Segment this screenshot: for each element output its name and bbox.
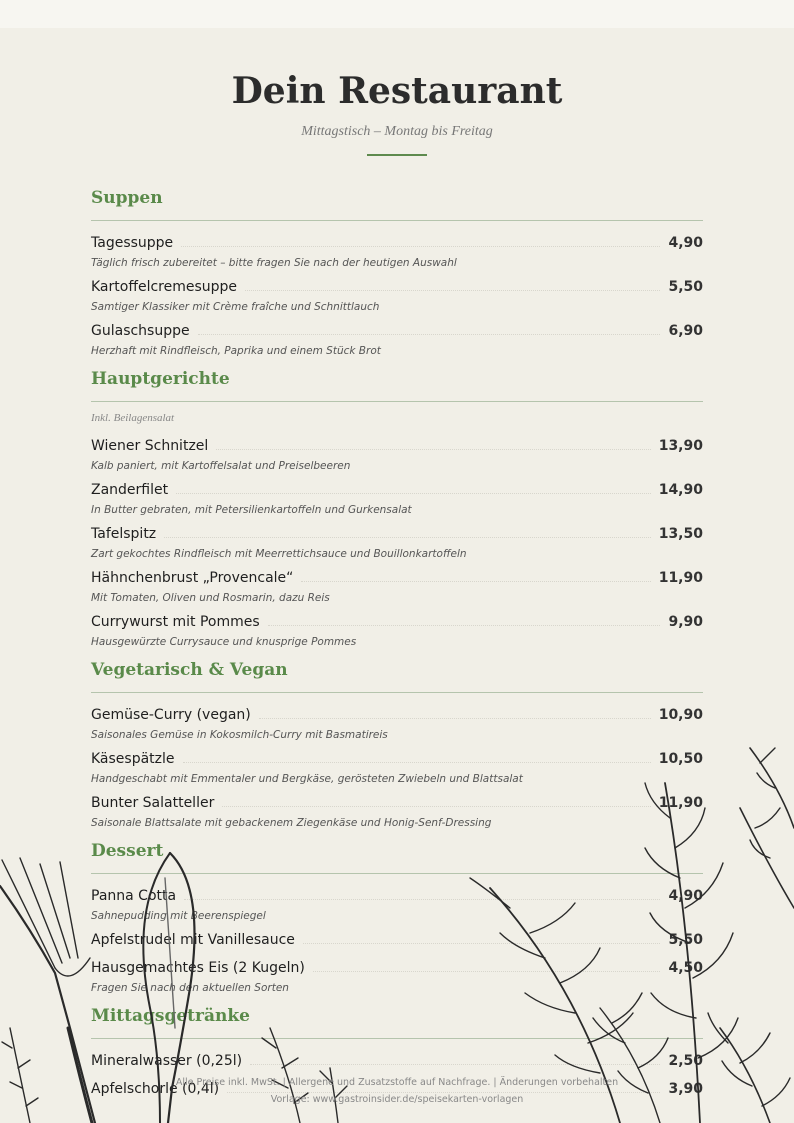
menu-item-row: [91, 482, 703, 502]
section-title: Hauptgerichte: [91, 369, 230, 389]
menu-item-price: 4,50: [668, 960, 703, 976]
menu-item-price: 6,90: [668, 323, 703, 339]
section-title: Dessert: [91, 841, 164, 861]
menu-item-name: Zanderfilet: [91, 482, 169, 498]
menu-item-name: Gulaschsuppe: [91, 323, 190, 339]
menu-item-row: [91, 1053, 703, 1073]
menu-item-description: Hausgewürzte Currysauce und knusprige Pommes: [91, 636, 357, 648]
menu-page: [0, 28, 794, 1123]
menu-item-leader: [301, 580, 650, 582]
menu-item-name: Gemüse-Curry (vegan): [91, 707, 251, 723]
menu-item-description: Fragen Sie nach den aktuellen Sorten: [91, 982, 289, 994]
menu-item-row: [91, 279, 703, 299]
menu-item-row: [91, 707, 703, 727]
menu-item: [91, 614, 703, 650]
menu-item-price: 10,50: [658, 751, 703, 767]
menu-item: [91, 932, 703, 952]
menu-item-price: 11,90: [658, 570, 703, 586]
menu-item: [91, 707, 703, 743]
menu-item-leader: [303, 942, 661, 944]
section-title: Vegetarisch & Vegan: [91, 660, 288, 680]
menu-item-price: 3,90: [668, 1081, 703, 1097]
menu-item-row: [91, 888, 703, 908]
menu-item-row: [91, 751, 703, 771]
menu-item-description: In Butter gebraten, mit Petersilienkartoffeln und Gurkensalat: [91, 504, 412, 516]
menu-item-row: [91, 526, 703, 546]
menu-item-price: 4,90: [668, 235, 703, 251]
menu-item-leader: [164, 536, 651, 538]
menu-item-price: 11,90: [658, 795, 703, 811]
menu-item-description: Herzhaft mit Rindfleisch, Paprika und einem Stück Brot: [91, 345, 381, 357]
section-divider: [91, 873, 703, 874]
section-divider: [91, 692, 703, 693]
section-note: Inkl. Beilagensalat: [91, 412, 175, 424]
menu-item: [91, 795, 703, 831]
menu-item-leader: [181, 245, 660, 247]
menu-section: [91, 186, 703, 359]
menu-item-price: 13,50: [658, 526, 703, 542]
menu-item: [91, 279, 703, 315]
restaurant-title: Dein Restaurant: [231, 70, 563, 112]
menu-item-price: 5,50: [668, 279, 703, 295]
menu-section: [91, 658, 703, 831]
menu-footer: [0, 1074, 794, 1108]
menu-item-leader: [222, 805, 650, 807]
menu-item-name: Hähnchenbrust „Provencale“: [91, 570, 294, 586]
menu-item-leader: [250, 1063, 660, 1065]
menu-item-leader: [259, 717, 651, 719]
menu-item-row: [91, 960, 703, 980]
menu-item-name: Mineralwasser (0,25l): [91, 1053, 243, 1069]
menu-item-row: [91, 614, 703, 634]
section-title: Mittagsgetränke: [91, 1006, 250, 1026]
menu-item-name: Currywurst mit Pommes: [91, 614, 260, 630]
menu-item: [91, 570, 703, 606]
menu-item-price: 9,90: [668, 614, 703, 630]
footer-template-credit: Vorlage: www.gastroinsider.de/speisekarten-vorlagen: [270, 1094, 524, 1105]
menu-item-leader: [268, 624, 661, 626]
menu-item-price: 14,90: [658, 482, 703, 498]
menu-item: [91, 751, 703, 787]
menu-item-name: Käsespätzle: [91, 751, 175, 767]
menu-item-row: [91, 795, 703, 815]
menu-item-description: Kalb paniert, mit Kartoffelsalat und Preiselbeeren: [91, 460, 351, 472]
menu-item-price: 4,90: [668, 888, 703, 904]
menu-item: [91, 235, 703, 271]
menu-item-description: Täglich frisch zubereitet – bitte fragen Sie nach der heutigen Auswahl: [91, 257, 457, 269]
menu-subtitle: Mittagstisch – Montag bis Freitag: [301, 124, 493, 139]
menu-item: [91, 888, 703, 924]
menu-item-leader: [245, 289, 660, 291]
menu-item: [91, 1053, 703, 1073]
menu-item-price: 2,50: [668, 1053, 703, 1069]
menu-item-name: Tagessuppe: [91, 235, 174, 251]
menu-content: [91, 186, 703, 1109]
menu-item-name: Wiener Schnitzel: [91, 438, 209, 454]
menu-item-name: Panna Cotta: [91, 888, 177, 904]
menu-item: [91, 526, 703, 562]
title-divider: [367, 154, 427, 156]
menu-item-row: [91, 932, 703, 952]
menu-item-name: Tafelspitz: [91, 526, 157, 542]
menu-item-row: [91, 570, 703, 590]
menu-item-description: Zart gekochtes Rindfleisch mit Meerrettichsauce und Bouillonkartoffeln: [91, 548, 467, 560]
menu-item-price: 10,90: [658, 707, 703, 723]
menu-item-description: Handgeschabt mit Emmentaler und Bergkäse, gerösteten Zwiebeln und Blattsalat: [91, 773, 523, 785]
menu-item-leader: [313, 970, 661, 972]
menu-item: [91, 438, 703, 474]
menu-item-row: [91, 438, 703, 458]
menu-item: [91, 323, 703, 359]
menu-item-description: Sahnepudding mit Beerenspiegel: [91, 910, 266, 922]
menu-item-name: Apfelstrudel mit Vanillesauce: [91, 932, 295, 948]
menu-item-leader: [176, 492, 651, 494]
section-divider: [91, 401, 703, 402]
menu-item: [91, 482, 703, 518]
menu-item-leader: [198, 333, 661, 335]
menu-item: [91, 960, 703, 996]
menu-item-description: Mit Tomaten, Oliven und Rosmarin, dazu Reis: [91, 592, 330, 604]
menu-item-row: [91, 235, 703, 255]
menu-item-price: 13,90: [658, 438, 703, 454]
menu-item-name: Kartoffelcremesuppe: [91, 279, 238, 295]
footer-note: Alle Preise inkl. MwSt. | Allergene und Zusatzstoffe auf Nachfrage. | Änderungen vorbehalten: [175, 1077, 619, 1088]
menu-section: [91, 839, 703, 996]
menu-item-description: Saisonale Blattsalate mit gebackenem Ziegenkäse und Honig-Senf-Dressing: [91, 817, 492, 829]
menu-item-row: [91, 323, 703, 343]
menu-item-price: 5,50: [668, 932, 703, 948]
menu-item-description: Saisonales Gemüse in Kokosmilch-Curry mit Basmatireis: [91, 729, 388, 741]
menu-section: [91, 367, 703, 650]
section-title: Suppen: [91, 188, 163, 208]
menu-item-leader: [184, 898, 660, 900]
section-divider: [91, 1038, 703, 1039]
menu-item-name: Bunter Salatteller: [91, 795, 215, 811]
menu-item-name: Hausgemachtes Eis (2 Kugeln): [91, 960, 305, 976]
menu-item-leader: [216, 448, 650, 450]
menu-item-description: Samtiger Klassiker mit Crème fraîche und Schnittlauch: [91, 301, 380, 313]
menu-item-leader: [183, 761, 651, 763]
section-divider: [91, 220, 703, 221]
menu-item-name: Apfelschorle (0,4l): [91, 1081, 220, 1097]
